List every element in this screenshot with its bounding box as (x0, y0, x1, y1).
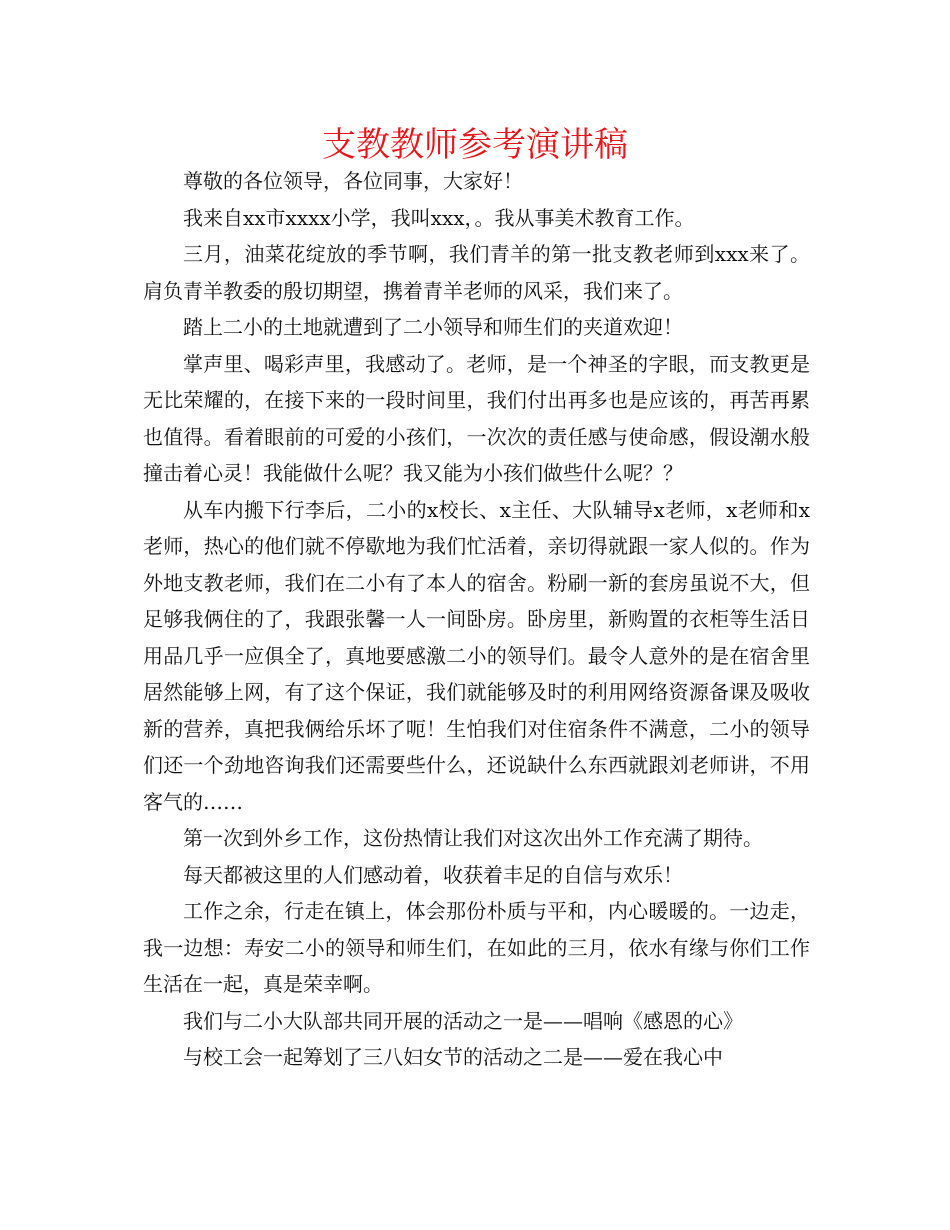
paragraph-greeting: 尊敬的各位领导，各位同事，大家好！ (183, 169, 523, 193)
paragraph-introduction: 我来自xx市xxxx小学，我叫xxx，。我从事美术教育工作。 (183, 205, 695, 230)
paragraph-town-walk: 工作之余，行走在镇上，体会那份朴质与平和，内心暖暖的。一边走，我一边想：寿安二小的领导和师生们，在如此的三月，依水有缘与你们工作生活在一起，真是荣幸啊。 (143, 899, 810, 996)
paragraph-accommodation: 从车内搬下行李后，二小的x校长、x主任、大队辅导x老师，x老师和x老师，热心的他们就不停歇地为我们忙活着，亲切得就跟一家人似的。作为外地支教老师，我们在二小有了本人的宿舍。粉刷一新的套房虽说不大，但足够我俩住的了，我跟张馨一人一间卧房。卧房里，新购置的衣柜等生活日用品几乎一应俱全了，真地要感激二小的领导们。最令人意外的是在宿舍里居然能够上网，有了这个保证，我们就能够及时的利用网络资源备课及吸收新的营养，真把我俩给乐坏了呃！生怕我们对住宿条件不满意，二小的领导们还一个劲地咨询我们还需要些什么，还说缺什么东西就跟刘老师讲，不用客气的…… (143, 497, 810, 814)
paragraph-arrival: 三月，油菜花绽放的季节啊，我们青羊的第一批支教老师到xxx来了。肩负青羊教委的殷切期望，携着青羊老师的风采，我们来了。 (143, 242, 810, 303)
paragraph-expectation: 第一次到外乡工作，这份热情让我们对这次出外工作充满了期待。 (183, 826, 763, 850)
paragraph-activity-one: 我们与二小大队部共同开展的活动之一是——唱响《感恩的心》 (183, 1008, 743, 1033)
document-body (143, 163, 810, 1076)
paragraph-feelings: 掌声里、喝彩声里，我感动了。老师，是一个神圣的字眼，而支教更是无比荣耀的，在接下来的一段时间里，我们付出再多也是应该的，再苦再累也值得。看着眼前的可爱的小孩们，一次次的责任感与使命感，假设潮水般撞击着心灵！我能做什么呢？我又能为小孩们做些什么呢？？ (143, 351, 810, 485)
paragraph-activity-two: 与校工会一起筹划了三八妇女节的活动之二是——爱在我心中 (183, 1045, 723, 1069)
paragraph-daily-touch: 每天都被这里的人们感动着，收获着丰足的自信与欢乐！ (183, 862, 683, 887)
paragraph-welcome: 踏上二小的土地就遭到了二小领导和师生们的夹道欢迎！ (183, 315, 683, 339)
document-title: 支教教师参考演讲稿 (322, 125, 628, 165)
